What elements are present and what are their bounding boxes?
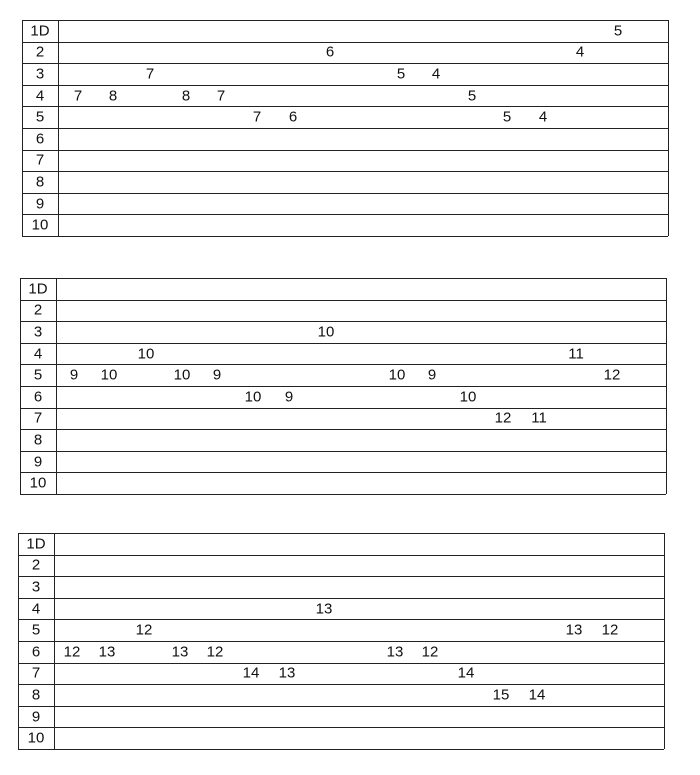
tab-line xyxy=(20,321,666,322)
fret-number: 13 xyxy=(98,643,116,661)
fret-number: 12 xyxy=(601,621,619,639)
string-label: 7 xyxy=(35,151,45,169)
fret-number: 10 xyxy=(173,366,191,384)
string-label: 3 xyxy=(31,578,41,596)
fret-number: 11 xyxy=(531,409,547,427)
fret-number: 7 xyxy=(252,108,262,126)
fret-number: 11 xyxy=(568,345,584,363)
fret-number: 7 xyxy=(216,87,226,105)
fret-number: 10 xyxy=(244,388,262,406)
fret-number: 5 xyxy=(396,65,406,83)
string-label: 7 xyxy=(33,409,43,427)
fret-number: 7 xyxy=(145,65,155,83)
fret-number: 12 xyxy=(494,409,512,427)
string-label: 6 xyxy=(33,388,43,406)
string-label: 6 xyxy=(35,130,45,148)
fret-number: 9 xyxy=(284,388,294,406)
tab-line xyxy=(18,598,664,599)
tab-line xyxy=(20,451,666,452)
tab-line xyxy=(18,727,664,728)
fret-number: 13 xyxy=(565,621,583,639)
tab-line xyxy=(20,278,666,279)
label-divider xyxy=(58,20,59,236)
string-label: 10 xyxy=(31,216,49,234)
fret-number: 12 xyxy=(603,366,621,384)
tab-line xyxy=(22,128,668,129)
fret-number: 10 xyxy=(388,366,406,384)
string-label: 9 xyxy=(31,708,41,726)
label-divider xyxy=(54,533,55,749)
fret-number: 14 xyxy=(528,686,546,704)
fret-number: 10 xyxy=(317,323,335,341)
tab-border xyxy=(18,533,19,749)
fret-number: 5 xyxy=(467,87,477,105)
tab-border xyxy=(20,278,21,494)
string-label: 9 xyxy=(33,453,43,471)
string-label: 3 xyxy=(33,323,43,341)
tab-line xyxy=(20,494,666,495)
tab-border xyxy=(668,20,669,236)
string-label: 3 xyxy=(35,65,45,83)
fret-number: 5 xyxy=(613,22,623,40)
fret-number: 8 xyxy=(181,87,191,105)
tab-line xyxy=(20,364,666,365)
fret-number: 6 xyxy=(325,43,335,61)
tab-line xyxy=(18,641,664,642)
fret-number: 8 xyxy=(108,87,118,105)
tab-line xyxy=(18,576,664,577)
string-label: 2 xyxy=(35,43,45,61)
fret-number: 7 xyxy=(73,87,83,105)
fret-number: 13 xyxy=(278,664,296,682)
fret-number: 12 xyxy=(206,643,224,661)
string-label: 4 xyxy=(35,87,45,105)
string-label: 10 xyxy=(27,729,45,747)
fret-number: 15 xyxy=(492,686,510,704)
string-label: 1D xyxy=(26,535,46,553)
tab-line xyxy=(18,555,664,556)
tab-line xyxy=(22,150,668,151)
tab-line xyxy=(22,193,668,194)
fret-number: 12 xyxy=(135,621,153,639)
fret-number: 9 xyxy=(427,366,437,384)
tab-border xyxy=(664,533,665,749)
fret-number: 10 xyxy=(100,366,118,384)
fret-number: 9 xyxy=(69,366,79,384)
fret-number: 4 xyxy=(575,43,585,61)
string-label: 1D xyxy=(28,280,48,298)
string-label: 8 xyxy=(35,173,45,191)
tab-line xyxy=(20,300,666,301)
string-label: 6 xyxy=(31,643,41,661)
tab-line xyxy=(20,472,666,473)
tab-line xyxy=(20,429,666,430)
string-label: 5 xyxy=(33,366,43,384)
string-label: 9 xyxy=(35,195,45,213)
fret-number: 14 xyxy=(242,664,260,682)
string-label: 10 xyxy=(29,474,47,492)
string-label: 1D xyxy=(30,22,50,40)
tab-line xyxy=(22,171,668,172)
tab-line xyxy=(22,42,668,43)
tab-border xyxy=(22,20,23,236)
tab-line xyxy=(18,749,664,750)
tab-line xyxy=(22,20,668,21)
tab-line xyxy=(22,85,668,86)
fret-number: 13 xyxy=(171,643,189,661)
tab-line xyxy=(18,663,664,664)
fret-number: 6 xyxy=(288,108,298,126)
tab-line xyxy=(18,533,664,534)
string-label: 8 xyxy=(31,686,41,704)
fret-number: 4 xyxy=(431,65,441,83)
tab-line xyxy=(22,236,668,237)
tab-line xyxy=(20,386,666,387)
fret-number: 5 xyxy=(502,108,512,126)
tab-line xyxy=(18,706,664,707)
string-label: 4 xyxy=(33,345,43,363)
string-label: 2 xyxy=(31,556,41,574)
string-label: 8 xyxy=(33,431,43,449)
fret-number: 12 xyxy=(63,643,81,661)
tab-line xyxy=(22,106,668,107)
string-label: 4 xyxy=(31,600,41,618)
tab-line xyxy=(18,684,664,685)
fret-number: 12 xyxy=(421,643,439,661)
tab-line xyxy=(22,63,668,64)
fret-number: 13 xyxy=(315,600,333,618)
tab-border xyxy=(666,278,667,494)
fret-number: 14 xyxy=(457,664,475,682)
tab-line xyxy=(20,343,666,344)
tab-line xyxy=(22,214,668,215)
fret-number: 4 xyxy=(538,108,548,126)
string-label: 7 xyxy=(31,664,41,682)
tab-line xyxy=(18,619,664,620)
fret-number: 10 xyxy=(137,345,155,363)
fret-number: 9 xyxy=(212,366,222,384)
string-label: 2 xyxy=(33,301,43,319)
string-label: 5 xyxy=(35,108,45,126)
string-label: 5 xyxy=(31,621,41,639)
tab-line xyxy=(20,408,666,409)
label-divider xyxy=(56,278,57,494)
fret-number: 13 xyxy=(386,643,404,661)
fret-number: 10 xyxy=(459,388,477,406)
